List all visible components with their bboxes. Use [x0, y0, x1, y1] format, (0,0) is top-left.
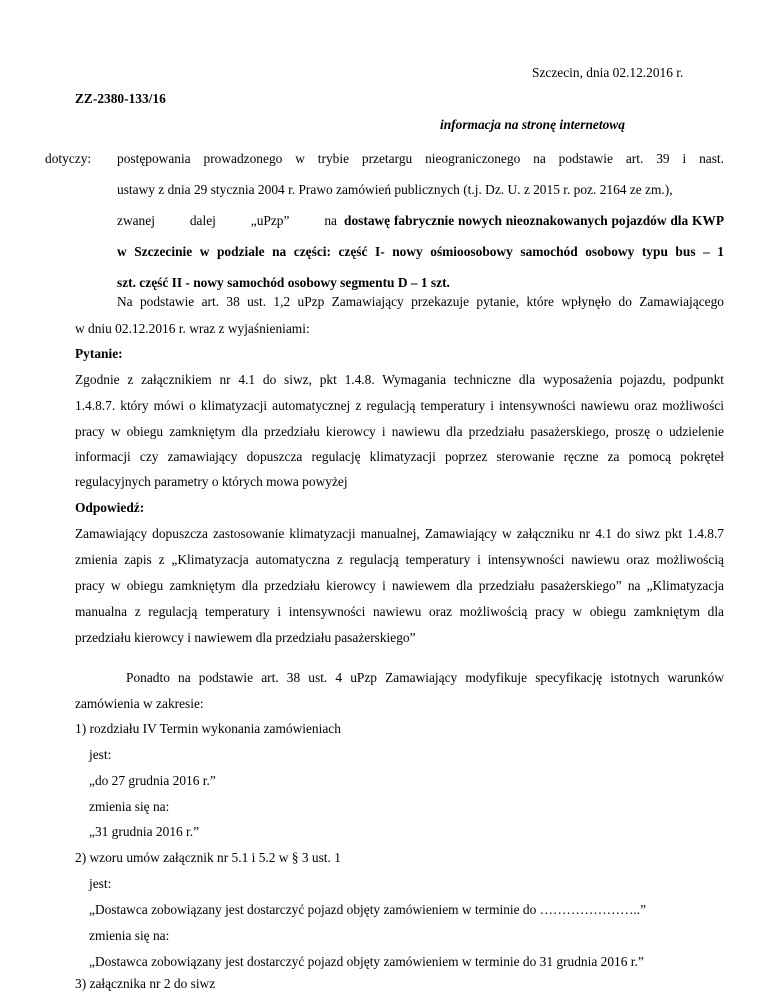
- subject-line-2: ustawy z dnia 29 stycznia 2004 r. Prawo zamówień publicznych (t.j. Dz. U. z 2015 r. poz. 2164 ze zm.),: [117, 182, 673, 197]
- question-line: regulacyjnych parametry o których mowa powyżej: [75, 474, 348, 489]
- question-line: informacji czy zamawiający dopuszcza regulację klimatyzacji poprzez sterowanie ręczne za pomocą pokręteł: [75, 449, 724, 464]
- answer-line: zmienia zapis z „Klimatyzacja automatyczna z regulacją temperatury i intensywności nawiewu oraz możliwością: [75, 552, 724, 567]
- question-line: pracy w obiegu zamkniętym dla przedziału kierowcy i nawiewu dla przedziału pasażerskiego, proszę o udzielenie: [75, 424, 724, 439]
- item-1-old: „do 27 grudnia 2016 r.”: [89, 773, 216, 788]
- item-2-title: 2) wzoru umów załącznik nr 5.1 i 5.2 w § 3 ust. 1: [75, 850, 341, 865]
- answer-label: Odpowiedź:: [75, 500, 145, 515]
- subject-line-3-bold: dostawę fabrycznie nowych nieoznakowanych pojazdów dla KWP: [344, 213, 724, 228]
- answer-line: przedziału kierowcy i nawiewem dla przedziału pasażerskiego”: [75, 630, 416, 645]
- answer-line: manualna z regulacją temperatury i intensywności nawiewu oraz możliwością pracy w obiegu zamkniętym dla: [75, 604, 724, 619]
- question-line: 1.4.8.7. który mówi o klimatyzacji automatycznej z regulacją temperatury i intensywności nawiewu oraz możliwości: [75, 398, 724, 413]
- case-number: ZZ-2380-133/16: [75, 91, 166, 106]
- question-line: Zgodnie z załącznikiem nr 4.1 do siwz, pkt 1.4.8. Wymagania techniczne dla wyposażenia pojazdu, podpunkt: [75, 372, 724, 387]
- item-1-title: 1) rozdziału IV Termin wykonania zamówieniach: [75, 721, 341, 736]
- item-1-changes: zmienia się na:: [89, 799, 170, 814]
- item-1-is: jest:: [89, 747, 112, 762]
- subject-line-4: w Szczecinie w podziale na części: część I- nowy ośmioosobowy samochód osobowy typu bus – 1: [117, 244, 724, 259]
- website-note: informacja na stronę internetową: [440, 117, 625, 132]
- item-1-new: „31 grudnia 2016 r.”: [89, 824, 200, 839]
- intro-line-1: Na podstawie art. 38 ust. 1,2 uPzp Zamawiający przekazuje pytanie, które wpłynęło do Zamawiającego: [117, 294, 724, 309]
- item-3-title: 3) załącznika nr 2 do siwz: [75, 976, 216, 991]
- item-2-is: jest:: [89, 876, 112, 891]
- modification-line-2: zamówienia w zakresie:: [75, 696, 204, 711]
- subject-line-3-plain: zwanej dalej „uPzp” na: [117, 213, 337, 228]
- intro-line-2: w dniu 02.12.2016 r. wraz z wyjaśnieniami:: [75, 321, 310, 336]
- item-2-new: „Dostawca zobowiązany jest dostarczyć pojazd objęty zamówieniem w terminie do 31 grudnia 2016 r.”: [89, 954, 644, 969]
- answer-line: Zamawiający dopuszcza zastosowanie klimatyzacji manualnej, Zamawiający w załączniku nr 4.1 do siwz pkt 1.4.8.7: [75, 526, 724, 541]
- subject-line-5: szt. część II - nowy samochód osobowy segmentu D – 1 szt.: [117, 275, 450, 290]
- item-2-old: „Dostawca zobowiązany jest dostarczyć pojazd objęty zamówieniem w terminie do …………………..”: [89, 902, 647, 917]
- place-date: Szczecin, dnia 02.12.2016 r.: [532, 65, 684, 80]
- modification-line-1: Ponadto na podstawie art. 38 ust. 4 uPzp Zamawiający modyfikuje specyfikację istotnych warunków: [126, 670, 724, 685]
- question-label: Pytanie:: [75, 346, 123, 361]
- subject-label: dotyczy:: [45, 151, 92, 166]
- answer-line: pracy w obiegu zamkniętym dla przedziału kierowcy i nawiewem dla przedziału pasażerskiego” na „Klimatyzacja: [75, 578, 724, 593]
- subject-line-3: [117, 213, 724, 229]
- item-2-changes: zmienia się na:: [89, 928, 170, 943]
- subject-line-1: postępowania prowadzonego w trybie przetargu nieograniczonego na podstawie art. 39 i nast.: [117, 151, 724, 166]
